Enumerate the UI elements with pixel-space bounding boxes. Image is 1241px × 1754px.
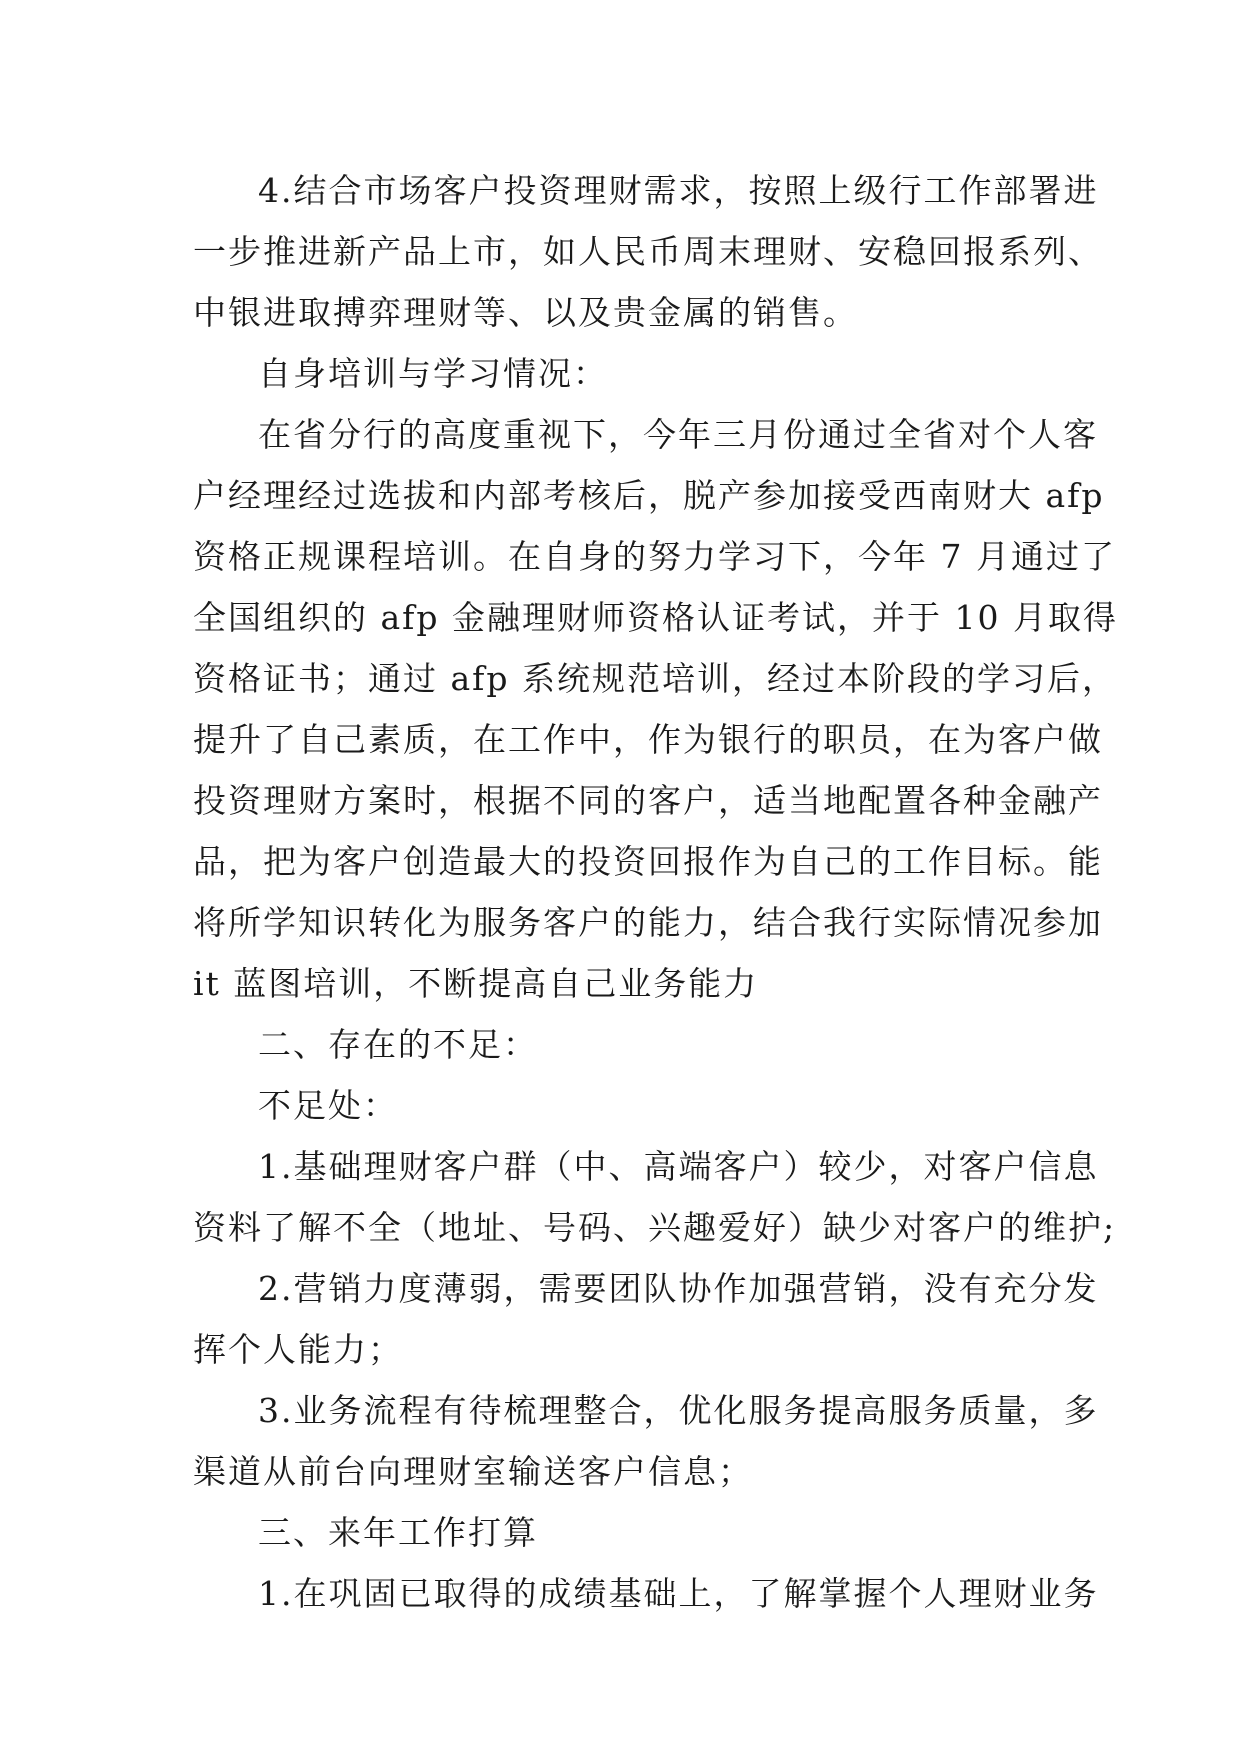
- section-heading: 二、存在的不足：: [258, 1025, 538, 1064]
- text-line: 资格正规课程培训。在自身的努力学习下，今年 7 月通过了: [193, 537, 1116, 576]
- list-item: 1.在巩固已取得的成绩基础上，了解掌握个人理财业务: [258, 1574, 1099, 1613]
- list-item: 3.业务流程有待梳理整合，优化服务提高服务质量，多: [258, 1391, 1099, 1430]
- text-line: 一步推进新产品上市，如人民币周末理财、安稳回报系列、: [193, 232, 1103, 271]
- list-item: 1.基础理财客户群（中、高端客户）较少，对客户信息: [258, 1147, 1099, 1186]
- text-line: 渠道从前台向理财室输送客户信息；: [193, 1452, 753, 1491]
- text-line: 中银进取搏弈理财等、以及贵金属的销售。: [193, 293, 858, 332]
- text-line: 资料了解不全（地址、号码、兴趣爱好）缺少对客户的维护;: [193, 1208, 1117, 1247]
- text-line: 4.结合市场客户投资理财需求，按照上级行工作部署进: [258, 171, 1099, 210]
- text-line: 户经理经过选拔和内部考核后，脱产参加接受西南财大 afp: [193, 476, 1105, 515]
- text-line: 在省分行的高度重视下，今年三月份通过全省对个人客: [258, 415, 1098, 454]
- list-item: 2.营销力度薄弱，需要团队协作加强营销，没有充分发: [258, 1269, 1099, 1308]
- text-line: 提升了自己素质，在工作中，作为银行的职员，在为客户做: [193, 720, 1103, 759]
- text-line: 全国组织的 afp 金融理财师资格认证考试，并于 10 月取得: [193, 598, 1118, 637]
- text-line: 投资理财方案时，根据不同的客户，适当地配置各种金融产: [193, 781, 1103, 820]
- text-line: it 蓝图培训，不断提高自己业务能力: [193, 964, 759, 1003]
- document-body: [193, 160, 1118, 1624]
- section-heading: 自身培训与学习情况：: [258, 354, 608, 393]
- text-line: 挥个人能力；: [193, 1330, 403, 1369]
- text-line: 将所学知识转化为服务客户的能力，结合我行实际情况参加: [193, 903, 1103, 942]
- text-line: 资格证书；通过 afp 系统规范培训，经过本阶段的学习后，: [193, 659, 1117, 698]
- subsection-heading: 不足处：: [258, 1086, 398, 1125]
- section-heading: 三、来年工作打算: [258, 1513, 538, 1552]
- text-line: 品，把为客户创造最大的投资回报作为自己的工作目标。能: [193, 842, 1103, 881]
